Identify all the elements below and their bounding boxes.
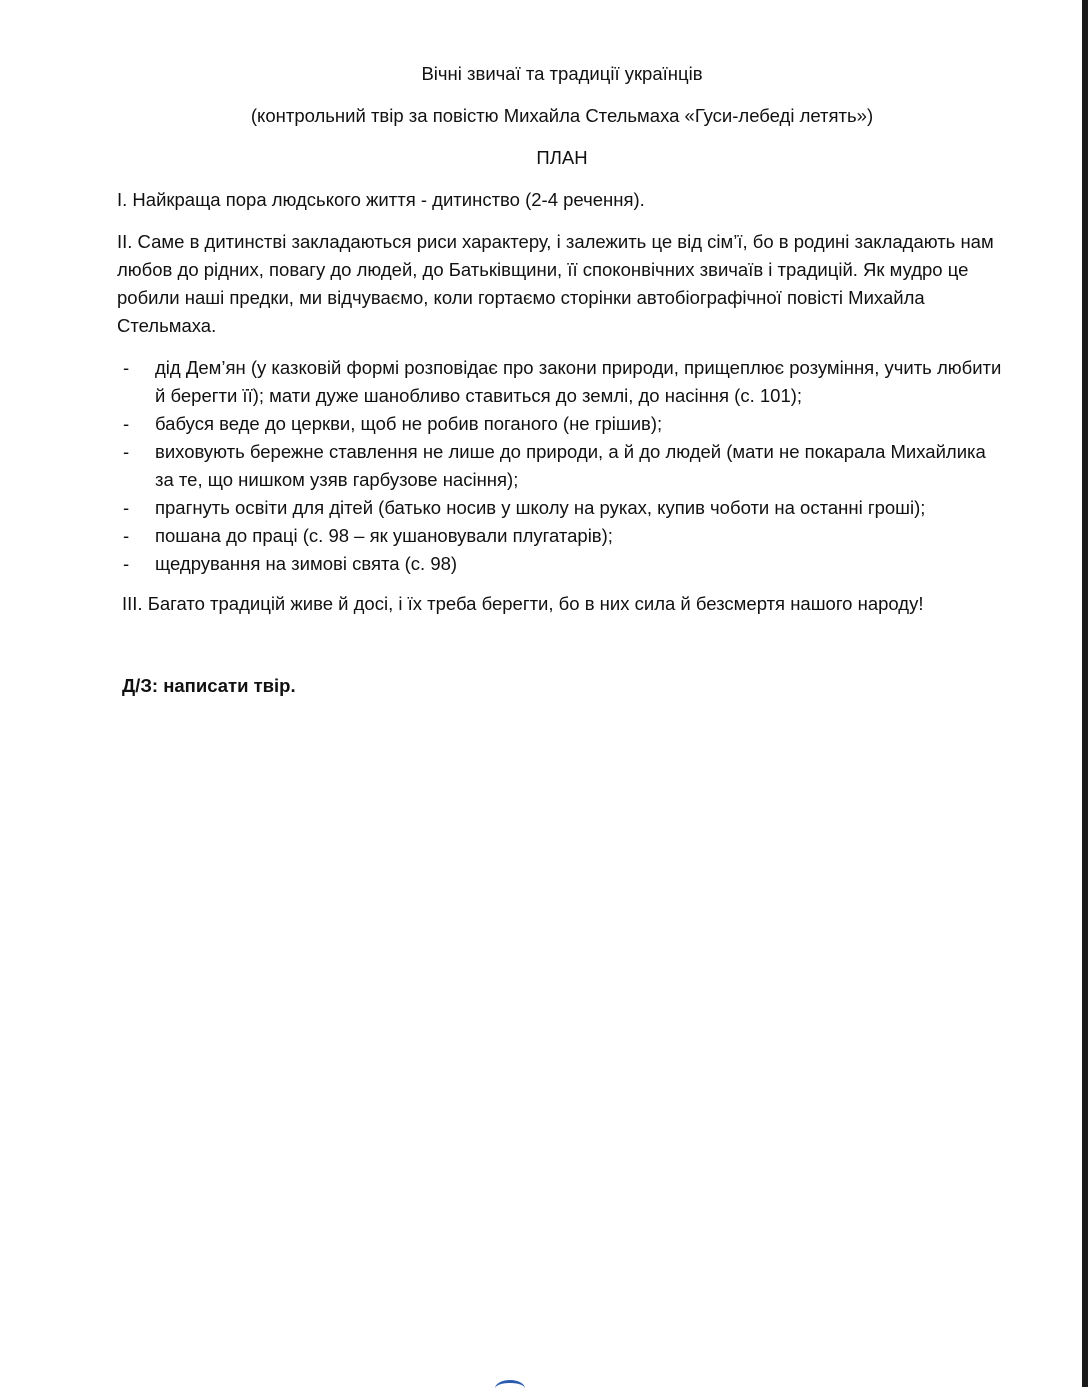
- plan-section-2: ІІ. Саме в дитинстві закладаються риси характеру, і залежить це від сім’ї, бо в родині закладають нам любов до рідних, повагу до людей, до Батьківщини, її споконвічних звичаїв і традицій. Як мудро це робили наші предки, ми відчуваємо, коли гортаємо сторінки автобіографічної повісті Михайла Стельмаха.: [117, 231, 994, 336]
- list-dash: -: [123, 525, 130, 546]
- list-dash: -: [123, 413, 130, 434]
- document-content: [117, 60, 1007, 700]
- list-dash: -: [123, 441, 130, 462]
- list-item-text: пошана до праці (с. 98 – як ушановували плугатарів);: [155, 525, 613, 546]
- document-subtitle: (контрольний твір за повістю Михайла Стельмаха «Гуси-лебеді летять»): [250, 105, 874, 126]
- list-item-text: дід Дем’ян (у казковій формі розповідає про закони природи, прищеплює розуміння, учить любити й берегти її); мати дуже шанобливо ставиться до землі, до насіння (с. 101);: [155, 357, 1002, 406]
- document-title: Вічні звичаї та традиції українців: [421, 63, 703, 84]
- list-dash: -: [123, 497, 130, 518]
- list-item-text: щедрування на зимові свята (с. 98): [155, 553, 458, 574]
- list-item-text: виховують бережне ставлення не лише до природи, а й до людей (мати не покарала Михайлика за те, що нишком узяв гарбузове насіння);: [155, 441, 986, 490]
- page-edge-divider: [1082, 0, 1088, 1387]
- list-item-text: прагнуть освіти для дітей (батько носив у школу на руках, купив чоботи на останні гроші);: [155, 497, 926, 518]
- list-dash: -: [123, 357, 130, 378]
- homework-note: Д/З: написати твір.: [122, 675, 296, 696]
- plan-heading: ПЛАН: [536, 147, 588, 168]
- plan-list: [117, 354, 1007, 578]
- page-indicator-icon: [495, 1380, 525, 1397]
- list-item: [117, 410, 1007, 438]
- list-item: [117, 438, 1007, 494]
- plan-section-3: ІІІ. Багато традицій живе й досі, і їх треба берегти, бо в них сила й безсмертя нашого народу!: [122, 593, 924, 614]
- plan-section-1: І. Найкраща пора людського життя - дитинство (2-4 речення).: [117, 189, 645, 210]
- list-item-text: бабуся веде до церкви, щоб не робив поганого (не грішив);: [155, 413, 663, 434]
- list-item: [117, 494, 1007, 522]
- list-item: [117, 550, 1007, 578]
- list-item: [117, 354, 1007, 410]
- list-item: [117, 522, 1007, 550]
- list-dash: -: [123, 553, 130, 574]
